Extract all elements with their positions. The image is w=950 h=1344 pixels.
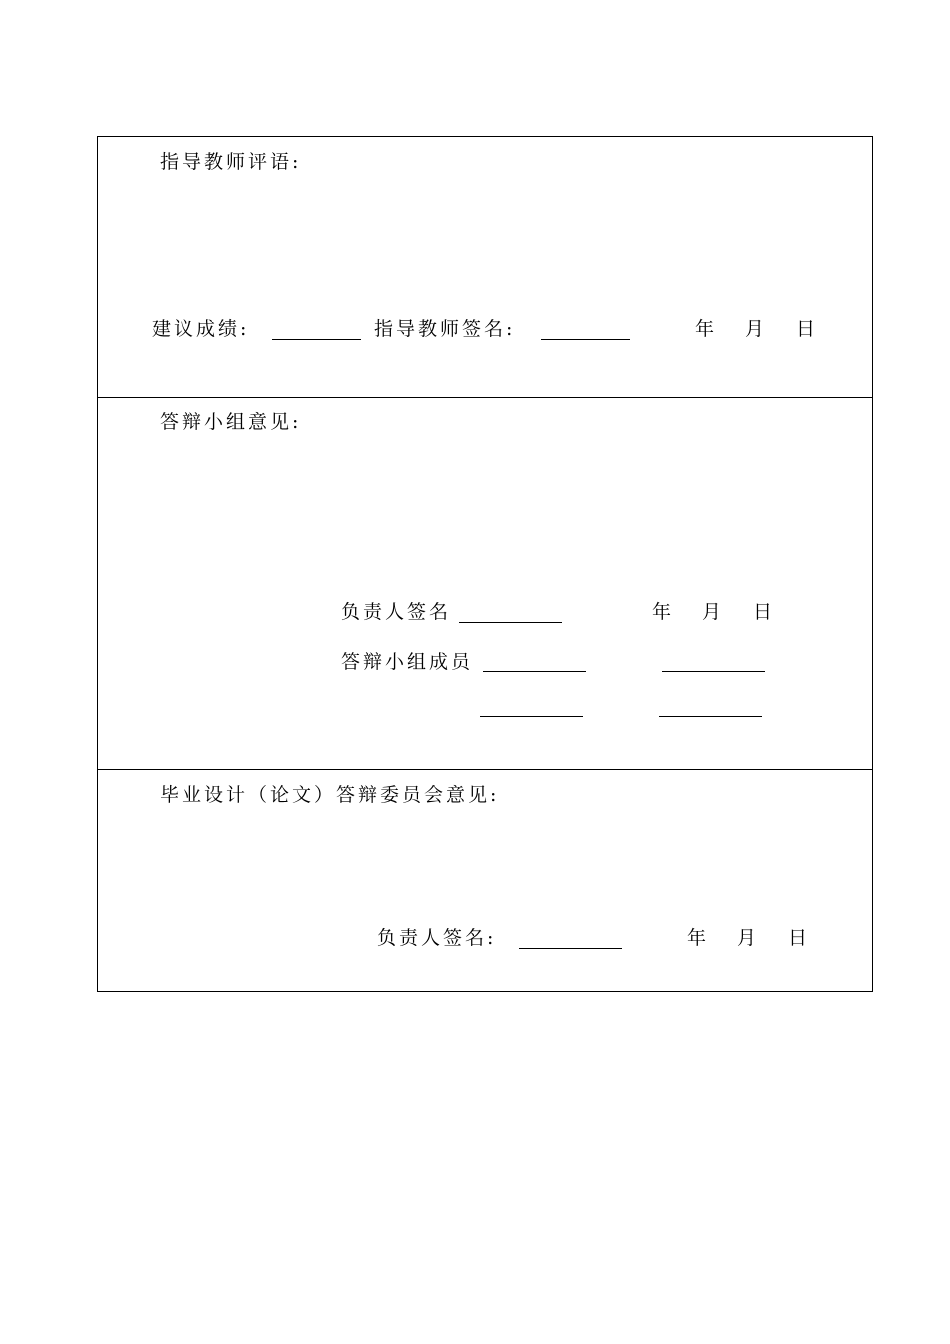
group-member-field-2[interactable]	[662, 671, 765, 672]
group-date-month: 月	[702, 601, 725, 623]
advisor-date-year: 年	[695, 318, 718, 340]
group-member-field-3[interactable]	[480, 716, 583, 717]
committee-date-month: 月	[737, 927, 760, 949]
committee-date-year: 年	[687, 927, 710, 949]
advisor-date-day: 日	[796, 318, 819, 340]
advisor-comments-section	[98, 137, 872, 398]
committee-leader-signature-label: 负责人签名:	[377, 927, 497, 949]
group-member-field-4[interactable]	[659, 716, 762, 717]
committee-section	[98, 770, 872, 991]
group-leader-signature-field[interactable]	[459, 622, 562, 623]
evaluation-form	[97, 136, 873, 992]
group-member-field-1[interactable]	[483, 671, 586, 672]
suggested-grade-label: 建议成绩:	[152, 318, 250, 340]
committee-heading: 毕业设计（论文）答辩委员会意见:	[160, 784, 500, 806]
defense-group-heading: 答辩小组意见:	[160, 411, 302, 433]
group-date-year: 年	[652, 601, 675, 623]
advisor-comments-heading: 指导教师评语:	[160, 151, 302, 173]
advisor-signature-label: 指导教师签名:	[374, 318, 516, 340]
advisor-date-month: 月	[745, 318, 768, 340]
committee-date-day: 日	[788, 927, 811, 949]
advisor-signature-field[interactable]	[541, 339, 630, 340]
group-members-label: 答辩小组成员	[341, 651, 474, 673]
group-leader-signature-label: 负责人签名	[341, 601, 452, 623]
suggested-grade-field[interactable]	[272, 339, 361, 340]
committee-leader-signature-field[interactable]	[519, 948, 622, 949]
group-date-day: 日	[753, 601, 776, 623]
defense-group-section	[98, 398, 872, 770]
